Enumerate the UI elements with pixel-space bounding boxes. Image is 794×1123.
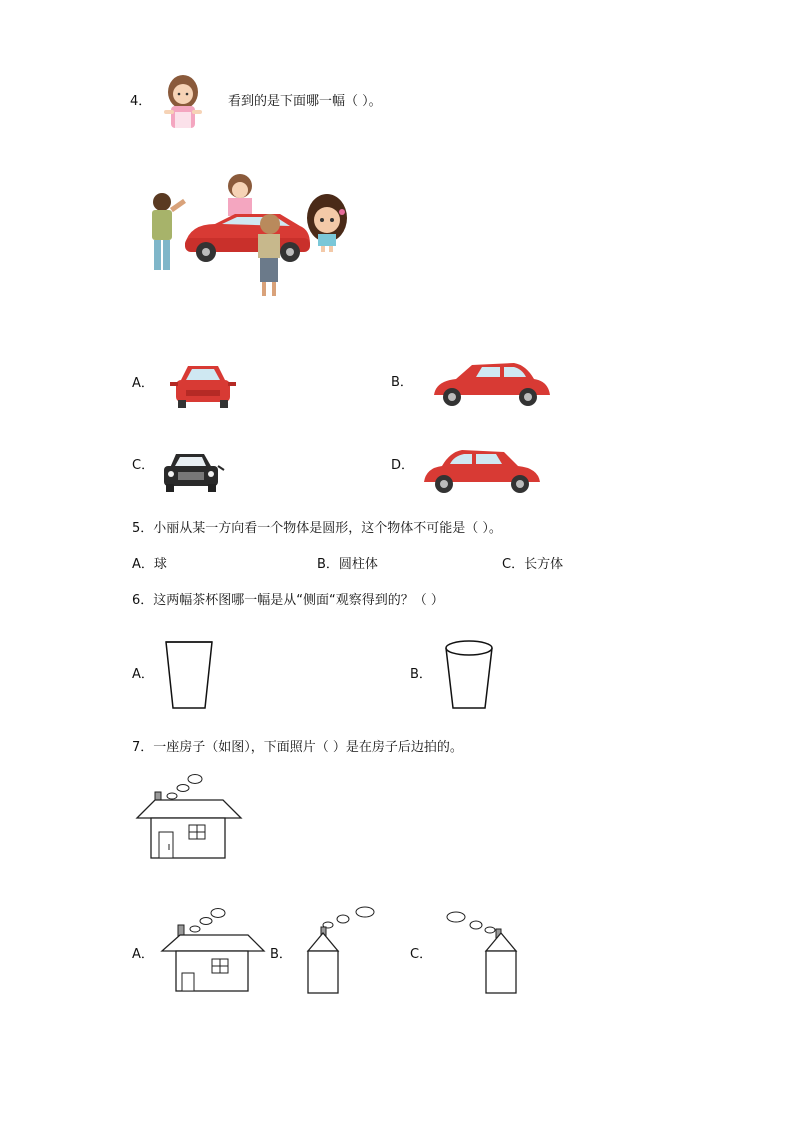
q6-stem: 6．这两幅茶杯图哪一幅是从“侧面“观察得到的？（ ）: [132, 593, 444, 608]
q4-option-d-label: D．: [391, 458, 415, 473]
q7-option-c-label: C．: [410, 947, 433, 962]
car-side-view-right-image[interactable]: [420, 442, 544, 494]
q5-option-a[interactable]: A．球: [132, 557, 167, 572]
cup-view-b-image[interactable]: [444, 638, 494, 710]
house-option-c-image[interactable]: [440, 905, 520, 995]
q7-option-a-label: A．: [132, 947, 154, 962]
q6-option-b-label: B．: [410, 667, 432, 682]
q7-option-b-label: B．: [270, 947, 292, 962]
car-back-view-image[interactable]: [170, 362, 236, 410]
q5-option-b[interactable]: B．圆柱体: [317, 557, 378, 572]
q4-option-c-label: C．: [132, 458, 155, 473]
car-scene-illustration: [140, 168, 365, 303]
house-option-a-image[interactable]: [160, 905, 268, 995]
cup-view-a-image[interactable]: [164, 638, 214, 710]
q4-option-b-label: B．: [391, 375, 413, 390]
q5-option-c[interactable]: C．长方体: [502, 557, 564, 572]
q4-stem: 看到的是下面哪一幅（ ）。: [228, 94, 382, 109]
car-side-view-left-image[interactable]: [430, 355, 554, 407]
q4-number: 4．: [130, 94, 152, 109]
girl-icon: [162, 70, 204, 132]
q5-stem: 5．小丽从某一方向看一个物体是圆形，这个物体不可能是（ ）。: [132, 521, 502, 536]
house-option-b-image[interactable]: [305, 905, 381, 995]
house-front-illustration: [135, 770, 245, 862]
car-front-view-image[interactable]: [158, 450, 224, 496]
q7-stem: 7．一座房子（如图），下面照片（ ）是在房子后边拍的。: [132, 740, 463, 755]
q6-option-a-label: A．: [132, 667, 154, 682]
q4-option-a-label: A．: [132, 376, 154, 391]
